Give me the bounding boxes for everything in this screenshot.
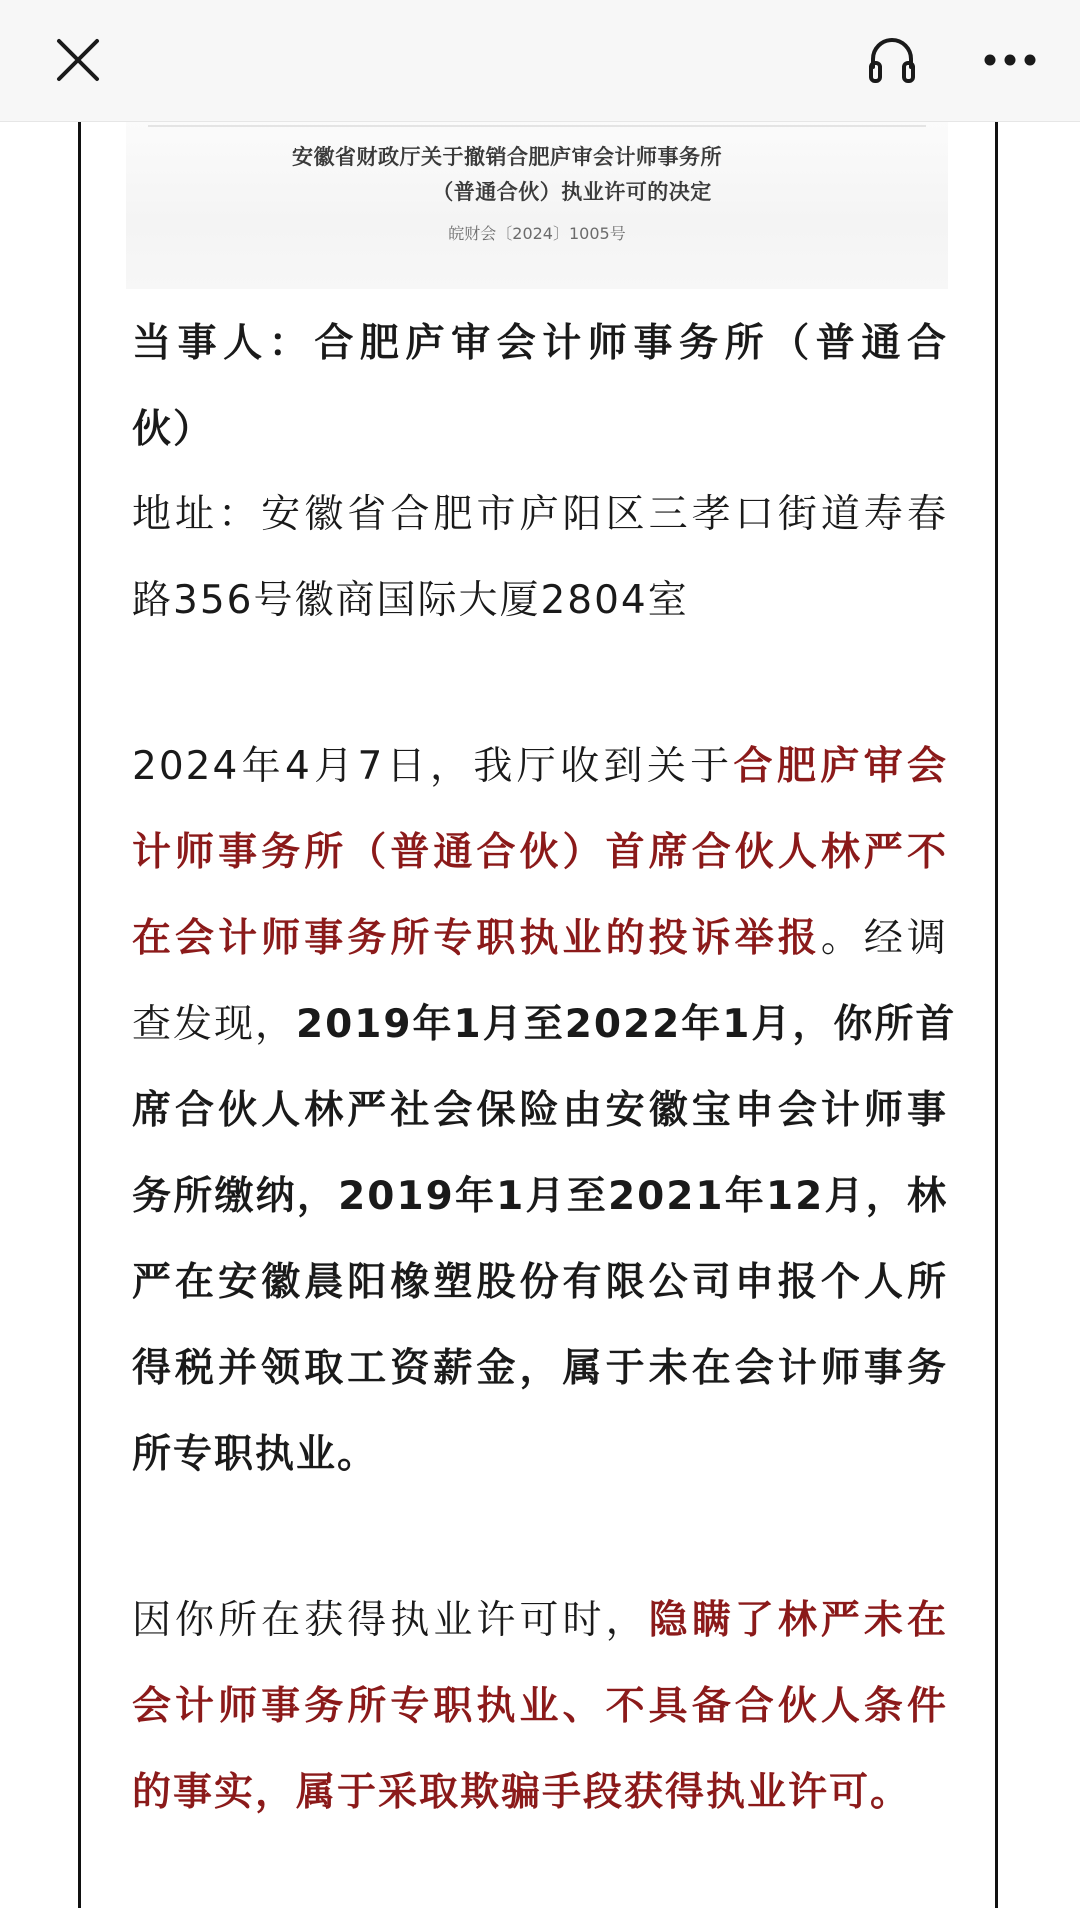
para1-line1 — [132, 740, 948, 794]
para1-line4-bold: 2019年1月至2022年1月，你所首 — [296, 1002, 957, 1047]
para1-line4 — [132, 998, 957, 1052]
para1-line3 — [132, 912, 948, 966]
address-line2: 路356号徽商国际大厦2804室 — [132, 578, 689, 623]
para1-line1-highlight: 合肥庐审会 — [733, 744, 948, 789]
document-title-line2: （普通合伙）执业许可的决定 — [432, 180, 712, 204]
address-line1: 地址：安徽省合肥市庐阳区三孝口街道寿春 — [132, 492, 948, 537]
para1-line8: 得税并领取工资薪金，属于未在会计师事务 — [132, 1346, 948, 1391]
more-dots-icon — [983, 53, 1037, 67]
para1-line6: 务所缴纳，2019年1月至2021年12月，林 — [132, 1174, 948, 1219]
para2-line1 — [132, 1594, 948, 1648]
para2-line1-highlight: 隐瞒了林严未在 — [648, 1598, 948, 1643]
close-icon — [55, 37, 101, 83]
para1-line7: 严在安徽晨阳橡塑股份有限公司申报个人所 — [132, 1260, 948, 1305]
para2-line2-highlight: 会计师事务所专职执业、不具备合伙人条件 — [132, 1684, 948, 1729]
document-title-line1: 安徽省财政厅关于撤销合肥庐审会计师事务所 — [292, 145, 722, 169]
para1-line1-plain: 2024年4月7日，我厅收到关于 — [132, 744, 734, 789]
para1-line3-highlight: 在会计师事务所专职执业的投诉举报 — [132, 916, 821, 961]
para1-line4-plain: 查发现， — [132, 1002, 297, 1047]
document-number: 皖财会〔2024〕1005号 — [448, 224, 626, 243]
para1-line9: 所专职执业。 — [132, 1432, 379, 1477]
top-nav-bar — [0, 0, 1080, 122]
document-header-image — [126, 121, 948, 289]
para2-line3-highlight: 的事实，属于采取欺骗手段获得执业许可。 — [132, 1770, 912, 1815]
party-line2: 伙） — [132, 407, 215, 452]
more-options-button[interactable] — [964, 24, 1056, 96]
para1-line3-plain: 。经调 — [820, 916, 948, 961]
close-button[interactable] — [38, 24, 118, 96]
headphones-icon — [865, 33, 919, 87]
party-line1: 当事人：合肥庐审会计师事务所（普通合 — [132, 321, 948, 366]
listen-button[interactable] — [852, 22, 932, 98]
para1-line5: 席合伙人林严社会保险由安徽宝申会计师事 — [132, 1088, 948, 1133]
para1-line2-highlight: 计师事务所（普通合伙）首席合伙人林严不 — [132, 830, 948, 875]
para2-line1-plain: 因你所在获得执业许可时， — [132, 1598, 649, 1643]
header-divider — [148, 125, 926, 127]
